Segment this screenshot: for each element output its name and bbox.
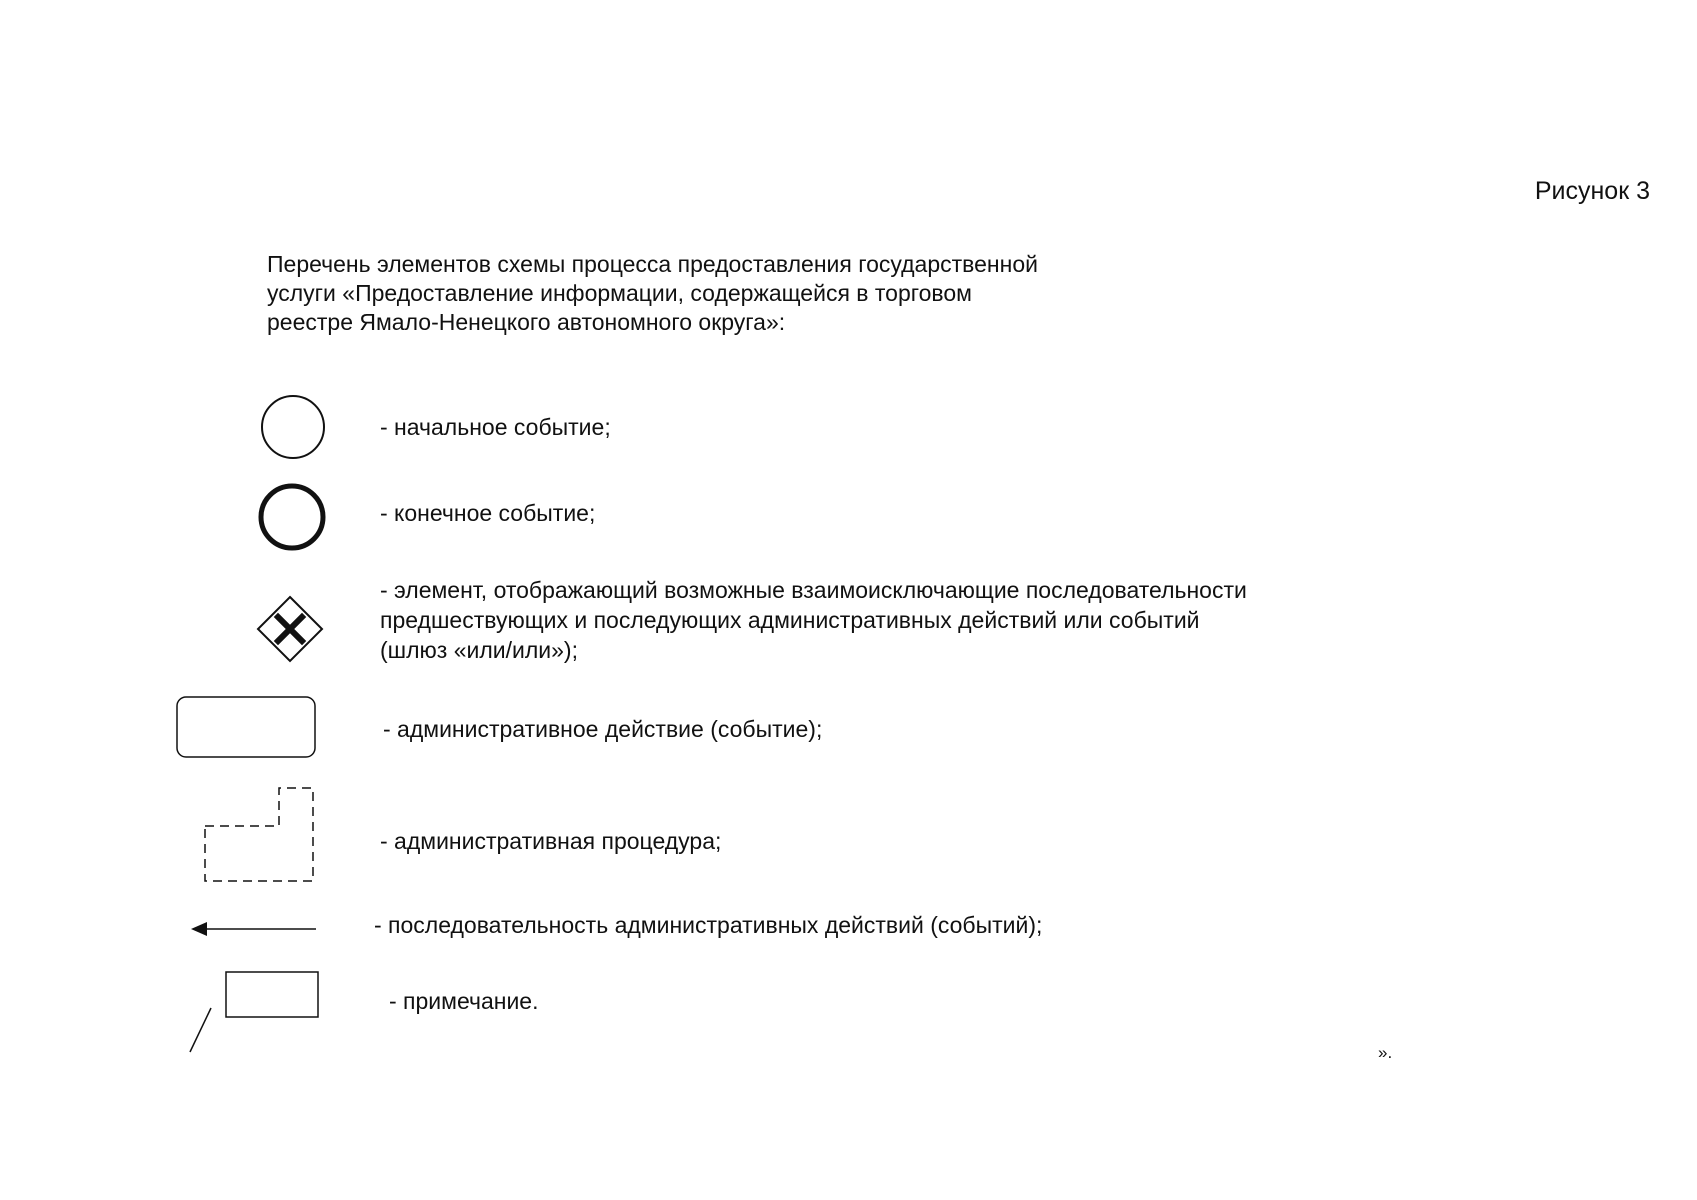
closing-quote: ». — [1378, 1043, 1393, 1062]
start-event-icon — [258, 392, 328, 462]
legend-text-gateway — [380, 575, 1247, 665]
intro-line: реестре Ямало-Ненецкого автономного округа»: — [267, 309, 786, 335]
note-icon — [188, 970, 320, 1054]
intro-paragraph — [267, 250, 1317, 337]
figure-label: Рисунок 3 — [1534, 177, 1650, 205]
legend-text-administrative-action: - административное действие (событие); — [383, 716, 823, 742]
exclusive-gateway-icon — [255, 594, 325, 664]
legend-text-end-event: - конечное событие; — [380, 500, 596, 526]
sequence-arrow-icon — [190, 918, 320, 940]
legend-text-note: - примечание. — [389, 988, 539, 1014]
administrative-action-icon — [176, 696, 318, 760]
legend-text-gateway-line: предшествующих и последующих административных действий или событий — [380, 607, 1200, 633]
legend-text-sequence: - последовательность административных действий (событий); — [374, 912, 1043, 938]
legend-text-gateway-line: - элемент, отображающий возможные взаимоисключающие последовательности — [380, 577, 1247, 603]
legend-text-start-event: - начальное событие; — [380, 414, 611, 440]
legend-text-gateway-line: (шлюз «или/или»); — [380, 637, 578, 663]
end-event-icon — [256, 481, 328, 553]
intro-line: Перечень элементов схемы процесса предоставления государственной — [267, 251, 1038, 277]
administrative-procedure-icon — [203, 786, 318, 884]
legend-text-administrative-procedure: - административная процедура; — [380, 828, 722, 854]
intro-line: услуги «Предоставление информации, содержащейся в торговом — [267, 280, 972, 306]
